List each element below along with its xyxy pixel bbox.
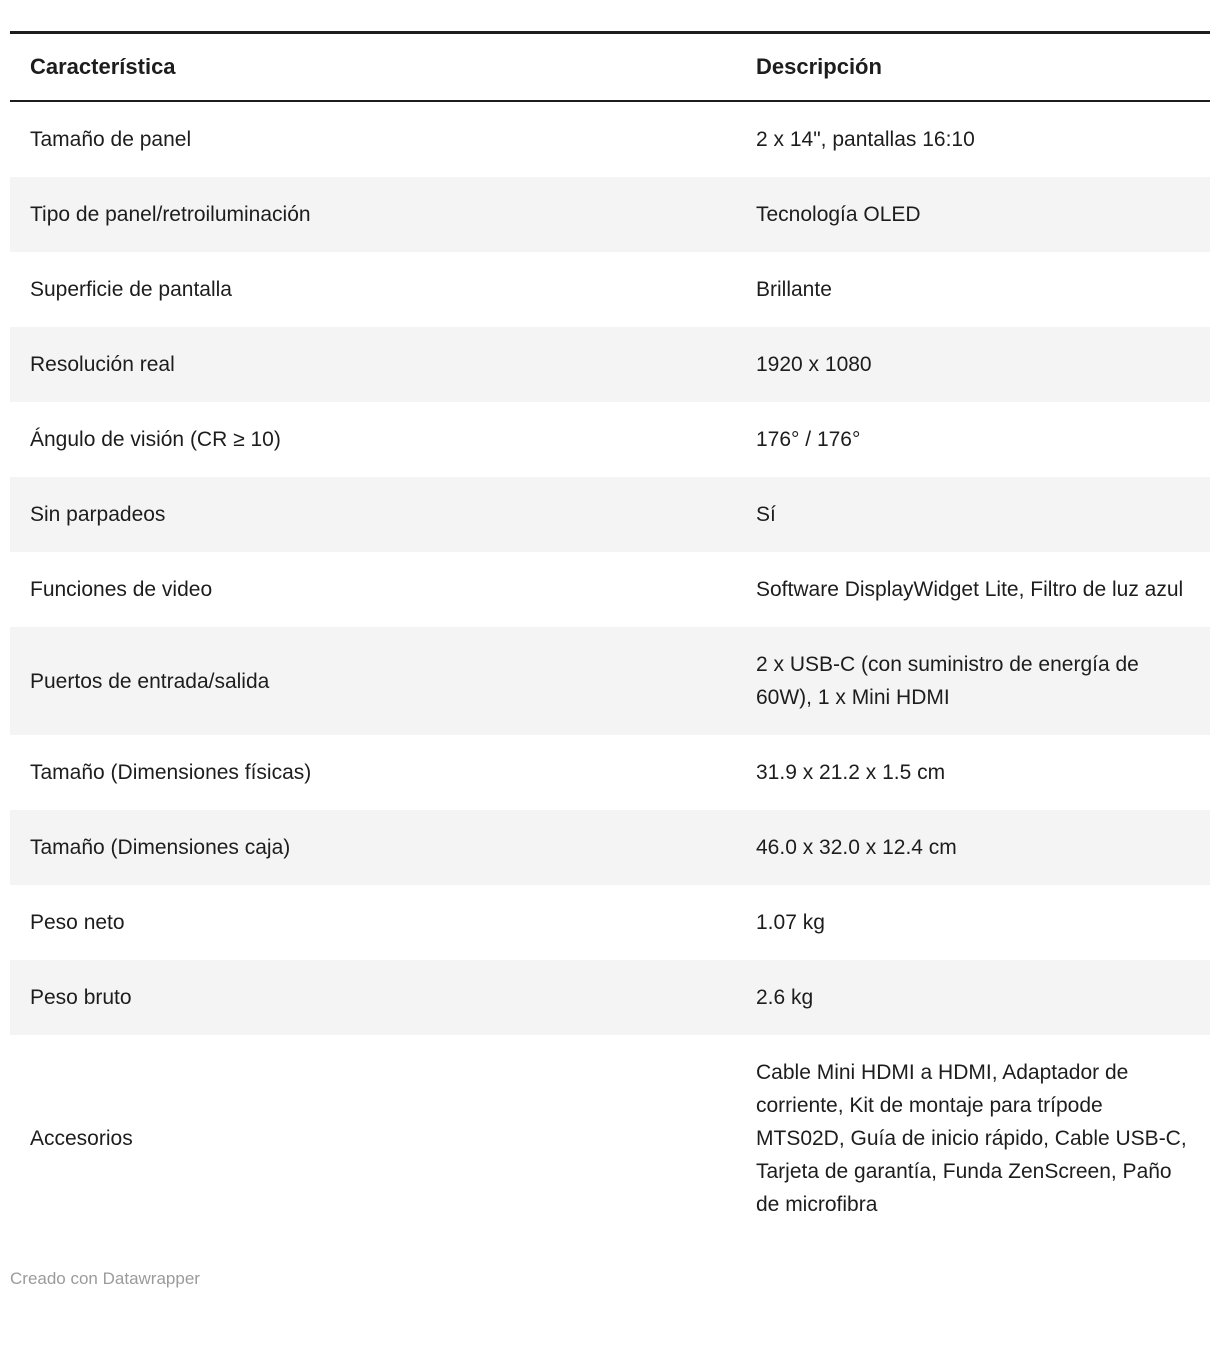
- description-cell: Software DisplayWidget Lite, Filtro de luz azul: [756, 578, 1184, 601]
- description-cell: Sí: [756, 503, 776, 526]
- feature-cell: Resolución real: [30, 353, 175, 376]
- feature-cell: Sin parpadeos: [30, 503, 166, 526]
- description-cell: Brillante: [756, 278, 832, 301]
- description-cell: 2.6 kg: [756, 986, 814, 1009]
- feature-cell: Puertos de entrada/salida: [30, 669, 270, 693]
- description-cell: 2 x USB-C (con suministro de energía de 60W), 1 x Mini HDMI: [756, 653, 1139, 709]
- description-cell: 2 x 14", pantallas 16:10: [756, 128, 975, 151]
- feature-cell: Tamaño (Dimensiones caja): [30, 836, 291, 859]
- description-cell: 1920 x 1080: [756, 353, 872, 376]
- description-cell: Cable Mini HDMI a HDMI, Adaptador de corriente, Kit de montaje para trípode MTS02D, Guía de inicio rápido, Cable USB-C, Tarjeta de garantía, Funda ZenScreen, Paño de microfibra: [756, 1061, 1187, 1216]
- spec-table: [10, 31, 1210, 1242]
- feature-cell: Peso bruto: [30, 986, 132, 1009]
- feature-cell: Tamaño (Dimensiones físicas): [30, 761, 312, 784]
- table-row: [10, 960, 1210, 1035]
- feature-cell: Accesorios: [30, 1127, 133, 1150]
- table-row: [10, 627, 1210, 735]
- description-cell: 46.0 x 32.0 x 12.4 cm: [756, 836, 957, 859]
- table-row: [10, 810, 1210, 885]
- table-row: [10, 735, 1210, 810]
- feature-cell: Tipo de panel/retroiluminación: [30, 203, 311, 226]
- description-cell: 1.07 kg: [756, 911, 825, 934]
- table-row: [10, 1035, 1210, 1242]
- attribution-link[interactable]: Creado con Datawrapper: [10, 1269, 200, 1288]
- table-row: [10, 252, 1210, 327]
- description-cell: 31.9 x 21.2 x 1.5 cm: [756, 761, 946, 784]
- table-row: [10, 327, 1210, 402]
- feature-cell: Peso neto: [30, 911, 125, 934]
- attribution: [10, 1268, 1210, 1290]
- table-row: [10, 885, 1210, 960]
- column-header-descripcion: Descripción: [736, 33, 1210, 102]
- table-row: [10, 552, 1210, 627]
- table-row: [10, 177, 1210, 252]
- table-row: [10, 101, 1210, 177]
- column-header-caracteristica: Característica: [10, 33, 736, 102]
- header-row: [10, 33, 1210, 102]
- table-row: [10, 402, 1210, 477]
- feature-cell: Ángulo de visión (CR ≥ 10): [30, 428, 281, 451]
- feature-cell: Funciones de video: [30, 578, 213, 601]
- feature-cell: Superficie de pantalla: [30, 278, 232, 301]
- feature-cell: Tamaño de panel: [30, 128, 192, 151]
- description-cell: Tecnología OLED: [756, 203, 921, 226]
- table-row: [10, 477, 1210, 552]
- table-body: [10, 101, 1210, 1242]
- description-cell: 176° / 176°: [756, 428, 861, 451]
